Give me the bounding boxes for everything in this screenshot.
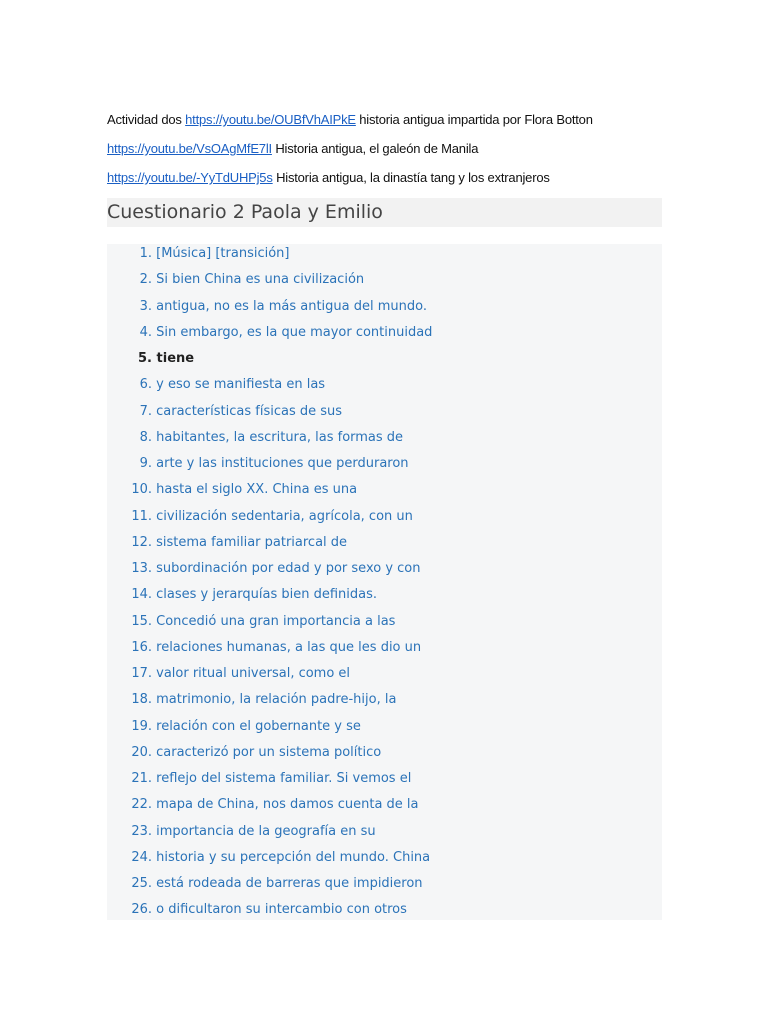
list-item-text: relaciones humanas, a las que les dio un [152,639,422,655]
list-item [107,848,430,868]
list-item [107,454,409,474]
list-item-text: Sin embargo, es la que mayor continuidad [152,324,433,340]
list-item-number: 25. [131,876,152,891]
list-item-number: 17. [131,666,152,681]
list-item [107,612,395,632]
list-item-number: 19. [131,718,152,734]
list-item-text: mapa de China, nos damos cuenta de la [152,797,419,813]
list-item-number: 11. [131,508,152,524]
video-link-2[interactable]: https://youtu.be/VsOAgMfE7lI [107,141,272,156]
activity-line-3 [107,170,550,185]
list-item-number: 16. [131,639,152,655]
list-item-text: o dificultaron su intercambio con otros [152,902,407,918]
list-item-text: y eso se manifiesta en las [152,377,326,393]
list-item [107,690,396,710]
list-item-number: 4. [139,324,152,340]
list-item-text: hasta el siglo XX. China es una [152,482,358,498]
list-item-text: antigua, no es la más antigua del mundo. [152,298,427,314]
list-item [107,297,427,317]
list-item-number: 18. [131,692,152,708]
list-item-text: importancia de la geografía en su [152,823,376,839]
list-item-number: 12. [131,534,152,550]
list-item-text: sistema familiar patriarcal de [152,534,348,550]
list-item-number: 2. [139,272,152,288]
list-item [107,375,325,395]
list-item-text: está rodeada de barreras que impidieron [152,876,423,891]
list-item-text: arte y las instituciones que perduraron [152,456,409,471]
list-item [107,900,407,920]
list-item-text: Si bien China es una civilización [152,272,365,288]
list-item [107,533,347,553]
list-item-text: [Música] [transición] [152,246,290,261]
list-item-number: 20. [131,744,152,760]
list-item-number: 26. [131,902,152,918]
list-item-number: 9. [139,456,152,471]
list-item [107,795,419,815]
list-item-text: valor ritual universal, como el [152,666,351,681]
list-item [107,822,376,842]
list-item-number: 8. [139,429,152,445]
list-item-text: reflejo del sistema familiar. Si vemos el [152,771,412,786]
list-item-text: habitantes, la escritura, las formas de [152,429,404,445]
activity-description-2: Historia antigua, el galeón de Manila [271,141,479,156]
activity-line-2 [107,141,478,156]
list-item-number: 3. [139,298,152,314]
list-item-text: características físicas de sus [152,403,343,419]
list-item [107,402,342,422]
list-item [107,244,290,264]
list-item [107,717,361,737]
list-item-text: matrimonio, la relación padre-hijo, la [152,692,397,708]
list-item-number: 23. [131,823,152,839]
list-item-text: subordinación por edad y por sexo y con [152,561,421,576]
list-item-number: 24. [131,849,152,865]
list-item [107,585,377,605]
video-link-3[interactable]: https://youtu.be/-YyTdUHPj5s [107,170,273,185]
list-item [107,428,403,448]
list-item [107,480,357,500]
activity-description-1: historia antigua impartida por Flora Botton [355,112,593,127]
list-item-text: historia y su percepción del mundo. China [152,849,431,865]
video-link-1[interactable]: https://youtu.be/OUBfVhAIPkE [185,112,356,127]
list-item [107,874,423,894]
list-item-number: 10. [131,482,152,498]
list-item-text: relación con el gobernante y se [152,718,361,734]
list-item-number: 21. [131,771,152,786]
list-item [107,769,411,789]
questionnaire-heading: Cuestionario 2 Paola y Emilio [107,198,662,227]
list-item [107,349,194,369]
activity-description-3: Historia antigua, la dinastía tang y los extranjeros [272,170,550,185]
list-item-text: tiene [152,351,195,366]
list-item-number: 6. [139,377,152,393]
activity-line-1 [107,112,593,127]
list-item-text: clases y jerarquías bien definidas. [152,587,378,603]
transcript-list-box [107,244,662,920]
list-item-number: 22. [131,797,152,813]
list-item-number: 14. [131,587,152,603]
list-item-number: 15. [131,613,152,629]
list-item [107,507,413,527]
list-item-number: 1. [139,246,152,261]
list-item [107,638,421,658]
list-item-text: caracterizó por un sistema político [152,744,382,760]
list-item-text: civilización sedentaria, agrícola, con un [152,508,413,524]
list-item [107,270,364,290]
list-item-text: Concedió una gran importancia a las [152,613,396,629]
activity-prefix: Actividad dos [107,112,186,127]
list-item-number: 13. [131,561,152,576]
list-item [107,559,421,579]
list-item-number: 5. [138,351,152,366]
list-item [107,664,350,684]
list-item [107,743,381,763]
list-item-number: 7. [139,403,152,419]
list-item [107,323,432,343]
